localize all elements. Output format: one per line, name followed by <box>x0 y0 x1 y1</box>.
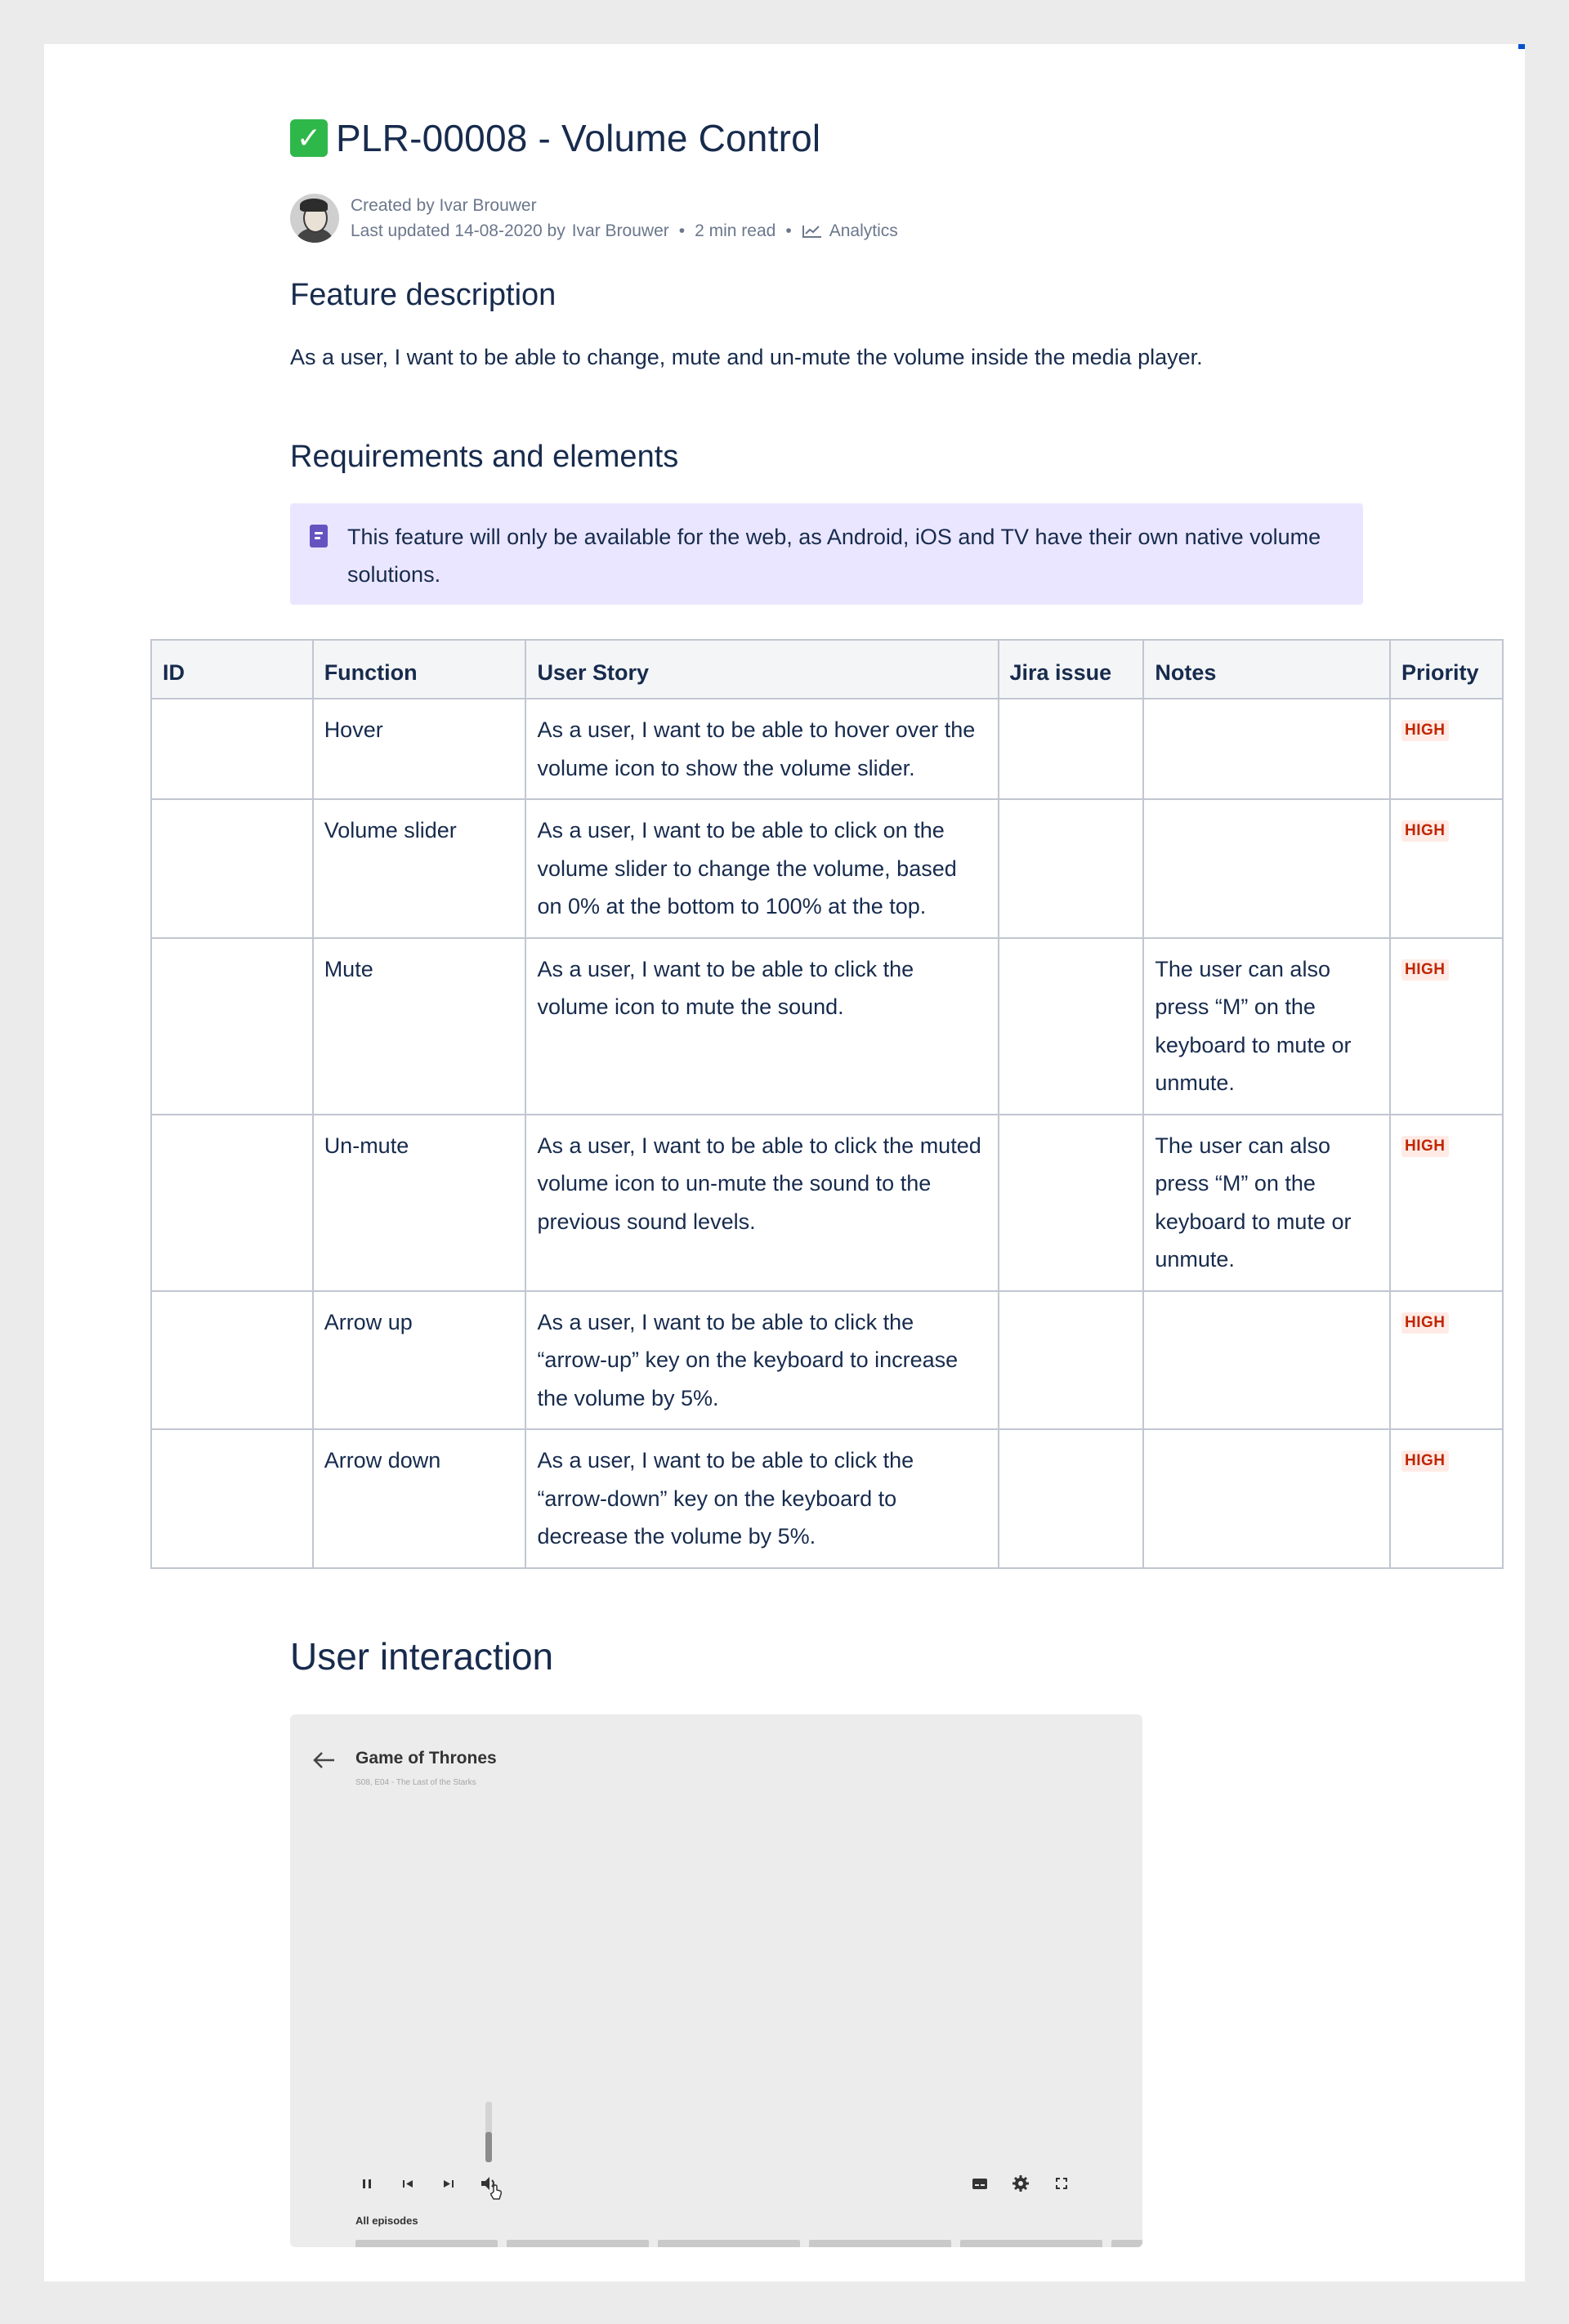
priority-badge: HIGH <box>1401 959 1449 981</box>
id-cell <box>151 699 313 799</box>
priority-cell <box>1390 938 1503 1115</box>
separator-dot: • <box>785 221 792 240</box>
table-header-row <box>151 640 1503 699</box>
note-text-line1: This feature will only be available for the web, as Android, iOS and TV have their own native volume <box>347 525 1321 549</box>
note-icon <box>310 525 328 547</box>
table-row <box>151 1291 1503 1430</box>
function-cell: Un-mute <box>313 1115 526 1291</box>
function-cell: Arrow up <box>313 1291 526 1430</box>
function-cell: Mute <box>313 938 526 1115</box>
back-arrow-icon[interactable] <box>311 1750 337 1770</box>
priority-badge: HIGH <box>1401 820 1449 842</box>
priority-badge: HIGH <box>1401 720 1449 741</box>
table-row <box>151 938 1503 1115</box>
jira-cell <box>999 799 1144 938</box>
feature-description: As a user, I want to be able to change, mute and un-mute the volume inside the media player. <box>290 345 1203 369</box>
priority-badge: HIGH <box>1401 1312 1449 1334</box>
id-cell <box>151 938 313 1115</box>
notes-cell: The user can also press “M” on the keyboard to mute or unmute. <box>1143 938 1390 1115</box>
story-cell: As a user, I want to be able to click the volume icon to mute the sound. <box>525 938 998 1115</box>
notes-cell <box>1143 799 1390 938</box>
id-cell <box>151 1291 313 1430</box>
priority-badge: HIGH <box>1401 1450 1449 1472</box>
function-cell: Hover <box>313 699 526 799</box>
table-row <box>151 699 1503 799</box>
fullscreen-icon[interactable] <box>1050 2172 1073 2195</box>
skip-forward-icon[interactable] <box>437 2172 460 2195</box>
user-interaction-heading: User interaction <box>290 1635 554 1678</box>
author-link[interactable]: Ivar Brouwer <box>571 221 669 240</box>
priority-cell <box>1390 799 1503 938</box>
episode-thumbnail[interactable] <box>960 2240 1102 2247</box>
id-cell <box>151 799 313 938</box>
priority-cell <box>1390 699 1503 799</box>
separator-dot: • <box>678 221 686 240</box>
jira-cell <box>999 699 1144 799</box>
subtitles-icon[interactable] <box>968 2172 991 2195</box>
all-episodes-label[interactable]: All episodes <box>355 2215 418 2227</box>
byline <box>290 193 898 244</box>
story-cell: As a user, I want to be able to click the muted volume icon to un-mute the sound to the previous sound levels. <box>525 1115 998 1291</box>
priority-badge: HIGH <box>1401 1136 1449 1157</box>
story-cell: As a user, I want to be able to click on the volume slider to change the volume, based on 0% at the bottom to 100% at the top. <box>525 799 998 938</box>
note-text-line2: solutions. <box>347 562 441 587</box>
priority-cell <box>1390 1115 1503 1291</box>
show-title: Game of Thrones <box>355 1749 497 1768</box>
corner-marker <box>1518 44 1525 49</box>
volume-slider-fill <box>485 2132 492 2162</box>
requirements-heading: Requirements and elements <box>290 440 679 474</box>
created-by: Created by Ivar Brouwer <box>351 196 537 215</box>
requirements-table <box>150 639 1504 1569</box>
jira-cell <box>999 938 1144 1115</box>
avatar[interactable] <box>290 194 339 243</box>
story-cell: As a user, I want to be able to hover over the volume icon to show the volume slider. <box>525 699 998 799</box>
episode-thumbnail[interactable] <box>658 2240 800 2247</box>
priority-cell <box>1390 1429 1503 1568</box>
table-row <box>151 799 1503 938</box>
id-cell <box>151 1429 313 1568</box>
document-page <box>44 44 1525 2282</box>
episode-thumbnail[interactable] <box>355 2240 498 2247</box>
jira-cell <box>999 1291 1144 1430</box>
episode-thumbnail[interactable] <box>1111 2240 1142 2247</box>
table-row <box>151 1115 1503 1291</box>
notes-cell <box>1143 1291 1390 1430</box>
column-header: Function <box>313 640 526 699</box>
story-cell: As a user, I want to be able to click the “arrow-down” key on the keyboard to decrease the volume by 5%. <box>525 1429 998 1568</box>
episode-subtitle: S08, E04 - The Last of the Starks <box>355 1778 476 1787</box>
story-cell: As a user, I want to be able to click the “arrow-up” key on the keyboard to increase the volume by 5%. <box>525 1291 998 1430</box>
pause-icon[interactable] <box>355 2172 378 2195</box>
media-player-image <box>290 1714 1142 2247</box>
analytics-label: Analytics <box>829 221 898 240</box>
note-panel <box>290 503 1363 605</box>
volume-icon[interactable] <box>476 2172 504 2201</box>
column-header: Notes <box>1143 640 1390 699</box>
function-cell: Arrow down <box>313 1429 526 1568</box>
line-chart-icon <box>802 224 823 239</box>
read-time: 2 min read <box>695 221 776 240</box>
column-header: Priority <box>1390 640 1503 699</box>
priority-cell <box>1390 1291 1503 1430</box>
title-row <box>290 116 820 160</box>
skip-back-icon[interactable] <box>396 2172 419 2195</box>
column-header: Jira issue <box>999 640 1144 699</box>
notes-cell <box>1143 1429 1390 1568</box>
notes-cell: The user can also press “M” on the keyboard to mute or unmute. <box>1143 1115 1390 1291</box>
column-header: ID <box>151 640 313 699</box>
episode-thumbnail[interactable] <box>809 2240 951 2247</box>
episode-thumbnail[interactable] <box>507 2240 649 2247</box>
feature-heading: Feature description <box>290 278 557 312</box>
jira-cell <box>999 1429 1144 1568</box>
analytics-link[interactable] <box>802 218 898 244</box>
id-cell <box>151 1115 313 1291</box>
check-box-icon: ✓ <box>290 119 328 157</box>
notes-cell <box>1143 699 1390 799</box>
column-header: User Story <box>525 640 998 699</box>
table-row <box>151 1429 1503 1568</box>
last-updated: Last updated 14-08-2020 by <box>351 221 565 240</box>
page-title: PLR-00008 - Volume Control <box>336 117 821 159</box>
settings-gear-icon[interactable] <box>1009 2172 1032 2195</box>
function-cell: Volume slider <box>313 799 526 938</box>
jira-cell <box>999 1115 1144 1291</box>
